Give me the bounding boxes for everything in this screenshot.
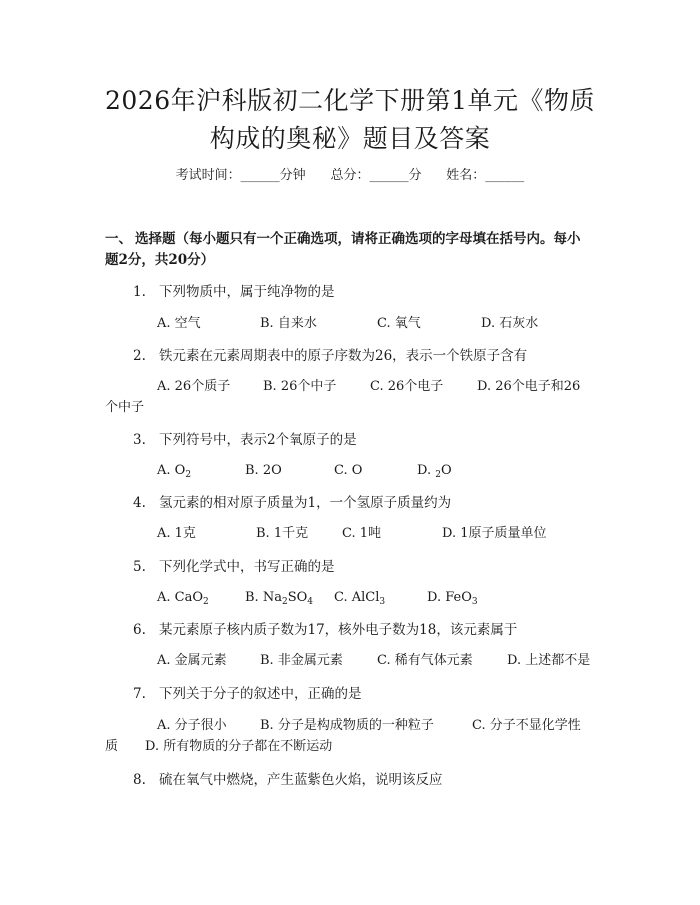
question-text: 硫在氧气中燃烧，产生蓝紫色火焰，说明该反应 [159, 772, 443, 788]
section-heading-line1: 选择题（每小题只有一个正确选项，请将正确选项的字母填在括号内。每小 [135, 231, 581, 247]
option-d: D. $_2$O [417, 463, 452, 480]
question-text: 某元素原子核内质子数为17，核外电子数为18，该元素属于 [159, 622, 518, 638]
question-text: 下列符号中，表示2个氧原子的是 [159, 432, 357, 448]
option-b: B. 分子是构成物质的一种粒子 [260, 718, 434, 733]
section-number: 一、 [105, 231, 132, 247]
option-a: A. 26个质子 [157, 379, 231, 394]
question-7 [133, 684, 603, 704]
question-text: 下列关于分子的叙述中，正确的是 [159, 686, 362, 702]
question-3 [133, 430, 603, 450]
option-a: A. $O_2$ [157, 463, 192, 480]
option-b: B. 自来水 [260, 316, 317, 331]
question-1 [133, 282, 603, 302]
option-a: A. 金属元素 [157, 653, 227, 668]
option-c: C. 1吨 [342, 526, 382, 541]
option-d: D. FeO$_3$ [427, 590, 478, 607]
question-7-option-c-wrap: 质 D. 所有物质的分子都在不断运动 [105, 737, 118, 757]
exam-time: 考试时间：______分钟 [175, 168, 306, 183]
exam-meta [0, 166, 700, 186]
question-4 [133, 493, 603, 513]
option-b: B. 非金属元素 [260, 653, 343, 668]
question-text: 下列物质中，属于纯净物的是 [159, 284, 335, 300]
option-b: B. 1千克 [256, 526, 309, 541]
option-c: C. 分子不显化学性 [472, 718, 581, 733]
option-a: A. 1克 [157, 526, 196, 541]
page-title-line2: 构成的奥秘》题目及答案 [209, 124, 491, 153]
option-c: C. AlCl$_3$ [334, 590, 386, 607]
option-a: A. CaO$_2$ [157, 590, 209, 607]
option-c: C. 氧气 [377, 316, 421, 331]
question-number: 3. [133, 432, 146, 448]
question-number: 8. [133, 772, 146, 788]
section-heading-line2: 题2分，共20分） [105, 252, 215, 268]
option-b: B. 26个中子 [263, 379, 337, 394]
question-5 [133, 557, 603, 577]
question-number: 2. [133, 348, 146, 364]
option-c: C. 稀有气体元素 [377, 653, 473, 668]
option-c: C. O [334, 463, 363, 478]
question-6 [133, 620, 603, 640]
question-8 [133, 770, 603, 790]
option-d: D. 1原子质量单位 [442, 526, 547, 541]
question-text: 下列化学式中，书写正确的是 [159, 559, 335, 575]
option-d: D. 石灰水 [481, 316, 539, 331]
question-text: 铁元素在元素周期表中的原子序数为26，表示一个铁原子含有 [159, 348, 528, 364]
section-heading-cont [105, 248, 605, 273]
question-text: 氢元素的相对原子质量为1，一个氢原子质量约为 [159, 495, 452, 511]
option-d: D. 26个电子和26 [477, 379, 581, 394]
exam-name: 姓名：______ [446, 168, 525, 183]
question-number: 5. [133, 559, 146, 575]
exam-total-score: 总分：______分 [330, 168, 422, 183]
question-2-option-d-wrap: 个中子 [105, 400, 145, 415]
question-number: 6. [133, 622, 146, 638]
question-number: 1. [133, 284, 146, 300]
question-2 [133, 346, 603, 366]
option-a: A. 空气 [157, 316, 201, 331]
option-b: B. $Na_2SO_4$ [245, 590, 313, 607]
option-d: D. 上述都不是 [507, 653, 591, 668]
option-c: C. 26个电子 [370, 379, 444, 394]
option-b: B. 2O [245, 463, 282, 478]
option-a: A. 分子很小 [157, 718, 227, 733]
page-title-line1: 2026年沪科版初二化学下册第1单元《物质 [104, 86, 596, 115]
option-d: D. 所有物质的分子都在不断运动 [145, 739, 333, 754]
question-number: 7. [133, 686, 146, 702]
question-number: 4. [133, 495, 146, 511]
